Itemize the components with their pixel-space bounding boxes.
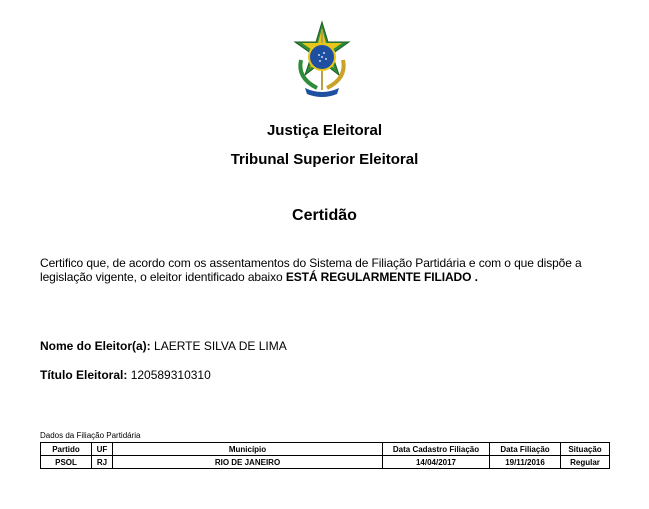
certification-status: ESTÁ REGULARMENTE FILIADO . [285, 270, 478, 284]
col-header-registration-date: Data Cadastro Filiação [383, 443, 490, 456]
elector-title-field [40, 368, 211, 382]
certification-text [40, 256, 630, 284]
elector-name-label: Nome do Eleitor(a): [40, 339, 151, 353]
cell-registration-date: 14/04/2017 [383, 456, 490, 469]
affiliation-table-title: Dados da Filiação Partidária [40, 431, 141, 440]
col-header-affiliation-date: Data Filiação [490, 443, 561, 456]
brazil-coat-of-arms-icon [287, 20, 357, 100]
col-header-status: Situação [561, 443, 610, 456]
document-title: Certidão [292, 207, 357, 224]
col-header-state: UF [92, 443, 113, 456]
affiliation-table [40, 442, 610, 469]
cell-party: PSOL [41, 456, 92, 469]
elector-title-value: 120589310310 [130, 368, 211, 382]
cell-state: RJ [92, 456, 113, 469]
col-header-municipality: Município [113, 443, 383, 456]
cell-status: Regular [561, 456, 610, 469]
elector-title-label: Título Eleitoral: [40, 368, 128, 382]
elector-name-value: LAERTE SILVA DE LIMA [154, 339, 287, 353]
elector-name-field [40, 339, 287, 353]
institution-name: Justiça Eleitoral [266, 122, 383, 139]
court-name: Tribunal Superior Eleitoral [230, 151, 419, 168]
table-row [41, 456, 610, 469]
cell-affiliation-date: 19/11/2016 [490, 456, 561, 469]
cell-municipality: RIO DE JANEIRO [113, 456, 383, 469]
col-header-party: Partido [41, 443, 92, 456]
table-header-row [41, 443, 610, 456]
certification-text-body: Certifico que, de acordo com os assentamentos do Sistema de Filiação Partidária e com o que dispõe a legislação vigente, o eleitor identificado abaixo [40, 256, 582, 284]
